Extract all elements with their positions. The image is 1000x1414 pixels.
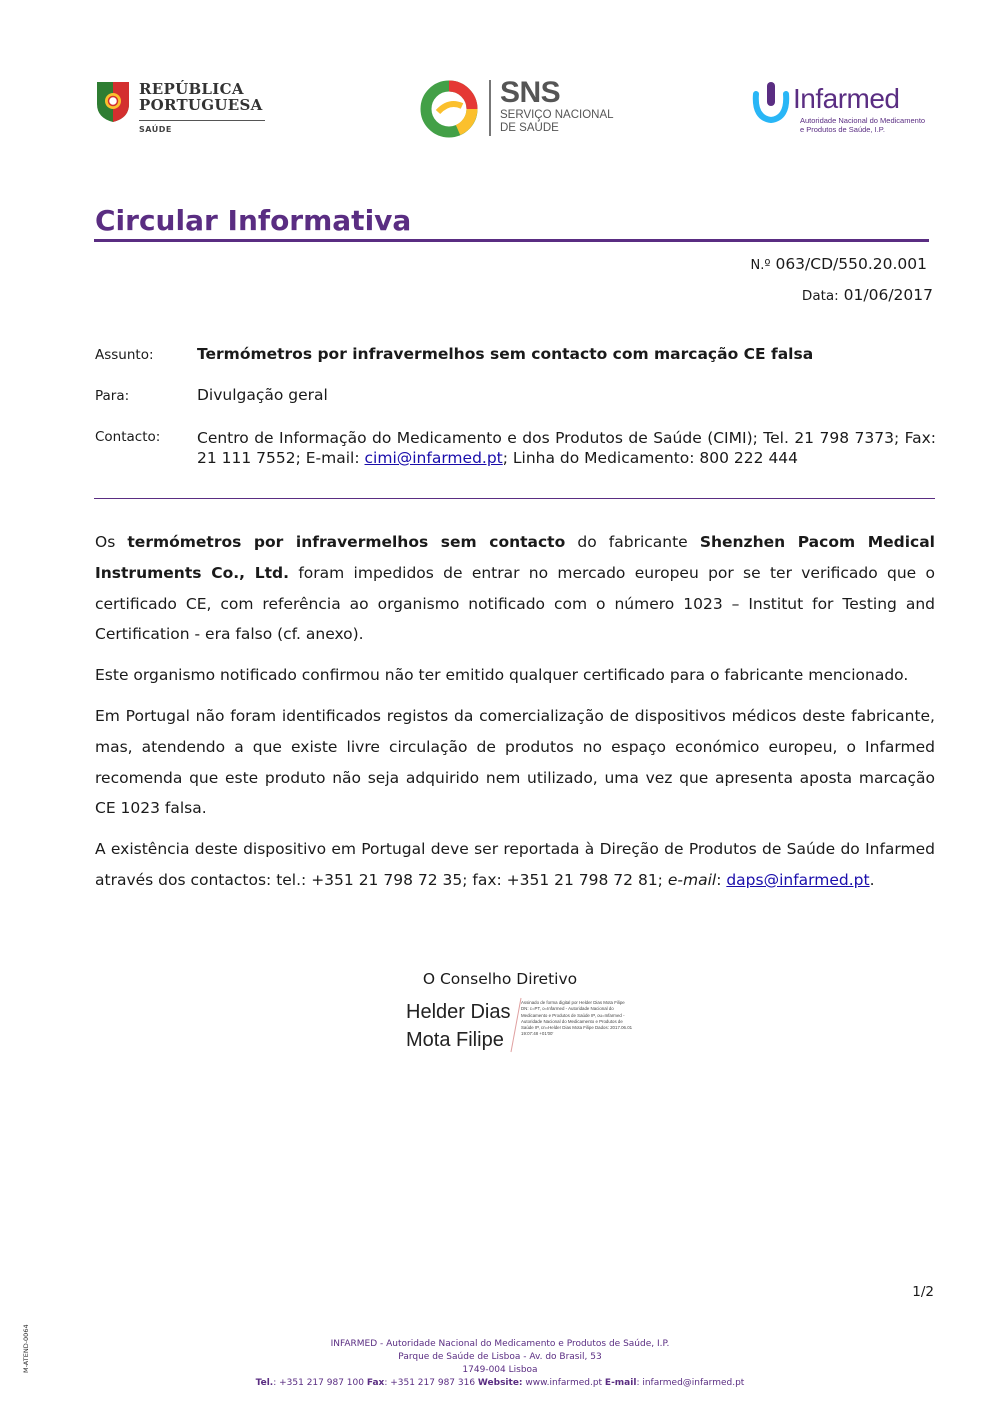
document-title: Circular Informativa bbox=[95, 204, 412, 237]
paragraph-2: Este organismo notificado confirmou não ter emitido qualquer certificado para o fabricante mencionado. bbox=[95, 666, 909, 685]
p1-c: do fabricante bbox=[565, 533, 700, 551]
daps-email-link[interactable]: daps@infarmed.pt bbox=[726, 870, 870, 889]
paragraph-3: Em Portugal não foram identificados registos da comercialização de dispositivos médicos deste fabricante, mas, atendendo a que existe livre circulação de produtos no espaço económico europeu, o Infarmed recomenda que este produto não seja adquirido nem utilizado, uma vez que apresenta aposta marcação CE 1023 falsa. bbox=[95, 706, 935, 818]
infarmed-sub1: Autoridade Nacional do Medicamento bbox=[800, 116, 926, 125]
sns-logo bbox=[420, 80, 478, 142]
footer bbox=[0, 1338, 1000, 1390]
footer-fax-label: Fax bbox=[366, 1378, 385, 1388]
p4-c: . bbox=[869, 870, 875, 889]
infarmed-subtitle bbox=[800, 116, 925, 134]
ref-label: N.º bbox=[750, 258, 771, 273]
footer-web-value: www.infarmed.pt bbox=[522, 1378, 605, 1388]
footer-line2: Parque de Saúde de Lisboa - Av. do Brasil, 53 bbox=[398, 1352, 602, 1362]
p1-a: Os bbox=[95, 533, 128, 551]
para-value: Divulgação geral bbox=[197, 386, 328, 404]
sns-subtitle bbox=[500, 109, 614, 135]
republica-divider bbox=[139, 120, 265, 121]
paragraph-1 bbox=[95, 527, 935, 650]
signature-name bbox=[406, 998, 510, 1054]
footer-fax-value: : +351 217 987 316 bbox=[384, 1378, 478, 1388]
signature-details: Assinado de forma digital por Helder Dias Mota Filipe DN: c=PT, o=Infarmed - Autoridade Nacional do Medicamento e Produtos de Saúde IP, ou=Infarmed - Autoridade Nacional do Medicamento e Produtos de Saúde IP, cn=Helder Dias Mota Filipe Dados: 2017.06.01 19:07:48 +01'00' bbox=[521, 1000, 633, 1037]
footer-line1: INFARMED - Autoridade Nacional do Medicamento e Produtos de Saúde, I.P. bbox=[330, 1339, 670, 1349]
reference-number bbox=[751, 255, 927, 273]
infarmed-logo bbox=[750, 80, 792, 128]
assunto-label: Assunto: bbox=[95, 347, 154, 363]
footer-contacts bbox=[0, 1377, 1000, 1390]
header-separator bbox=[94, 498, 935, 499]
side-code: M-ATEND-0064 bbox=[22, 1324, 30, 1373]
date-value: 01/06/2017 bbox=[843, 286, 933, 304]
assunto-value: Termómetros por infravermelhos sem contacto com marcação CE falsa bbox=[197, 345, 814, 363]
date-label: Data: bbox=[801, 288, 839, 304]
sns-divider bbox=[489, 80, 491, 136]
document-body bbox=[95, 527, 935, 906]
footer-tel-label: Tel. bbox=[255, 1378, 274, 1388]
p1-product: termómetros por infravermelhos sem contacto bbox=[127, 533, 566, 551]
contacto-value bbox=[197, 428, 936, 468]
sns-sub1: SERVIÇO NACIONAL bbox=[500, 109, 614, 121]
ref-value: 063/CD/550.20.001 bbox=[775, 255, 927, 273]
p4-b: : bbox=[716, 870, 727, 889]
footer-tel-value: : +351 217 987 100 bbox=[273, 1378, 367, 1388]
page-number: 1/2 bbox=[912, 1284, 934, 1300]
footer-email-label: E-mail bbox=[604, 1378, 637, 1388]
contacto-text1: Centro de Informação do Medicamento e dos Produtos de Saúde (CIMI); Tel. 21 798 7373; Fax: 21 111 7552; E-mail: bbox=[197, 429, 936, 467]
republica-portuguesa-text bbox=[139, 81, 263, 113]
p1-manufacturer: Shenzhen Pacom Medical Instruments Co., Ltd. bbox=[95, 533, 935, 582]
footer-line3: 1749-004 Lisboa bbox=[462, 1365, 538, 1375]
para-label: Para: bbox=[95, 388, 130, 404]
republica-line1: REPÚBLICA bbox=[139, 80, 244, 98]
contacto-label: Contacto: bbox=[95, 429, 161, 445]
republica-line2: PORTUGUESA bbox=[139, 96, 263, 114]
sns-ring-icon bbox=[420, 80, 478, 138]
footer-web-label: Website: bbox=[477, 1378, 523, 1388]
infarmed-sub2: e Produtos de Saúde, I.P. bbox=[800, 125, 885, 134]
council-label: O Conselho Diretivo bbox=[422, 970, 578, 988]
title-underline bbox=[94, 239, 929, 242]
infarmed-name: Infarmed bbox=[793, 83, 900, 114]
document-date bbox=[802, 286, 933, 304]
p4-em: e-mail bbox=[667, 870, 717, 889]
republica-sub: SAÚDE bbox=[139, 125, 172, 134]
cimi-email-link[interactable]: cimi@infarmed.pt bbox=[364, 449, 503, 467]
sns-title: SNS bbox=[500, 76, 561, 109]
infarmed-drop-icon bbox=[750, 80, 792, 124]
p1-e: foram impedidos de entrar no mercado europeu por se ter verificado que o certificado CE, com referência ao organismo notificado com o número 1023 – Institut for Testing and Certification - era falso (cf. anexo). bbox=[95, 563, 935, 644]
footer-email-value: : infarmed@infarmed.pt bbox=[636, 1378, 745, 1388]
paragraph-4 bbox=[95, 834, 935, 896]
sns-sub2: DE SAÚDE bbox=[500, 122, 559, 134]
signature-name-line1: Helder Dias bbox=[406, 1001, 511, 1023]
signature-name-line2: Mota Filipe bbox=[406, 1029, 504, 1051]
contacto-text2: ; Linha do Medicamento: 800 222 444 bbox=[502, 449, 799, 467]
portugal-flag-icon bbox=[95, 80, 131, 124]
p4-a: A existência deste dispositivo em Portugal deve ser reportada à Direção de Produtos de Saúde do Infarmed através dos contactos: tel.: +351 21 798 72 35; fax: +351 21 798 72 81; bbox=[95, 840, 935, 889]
